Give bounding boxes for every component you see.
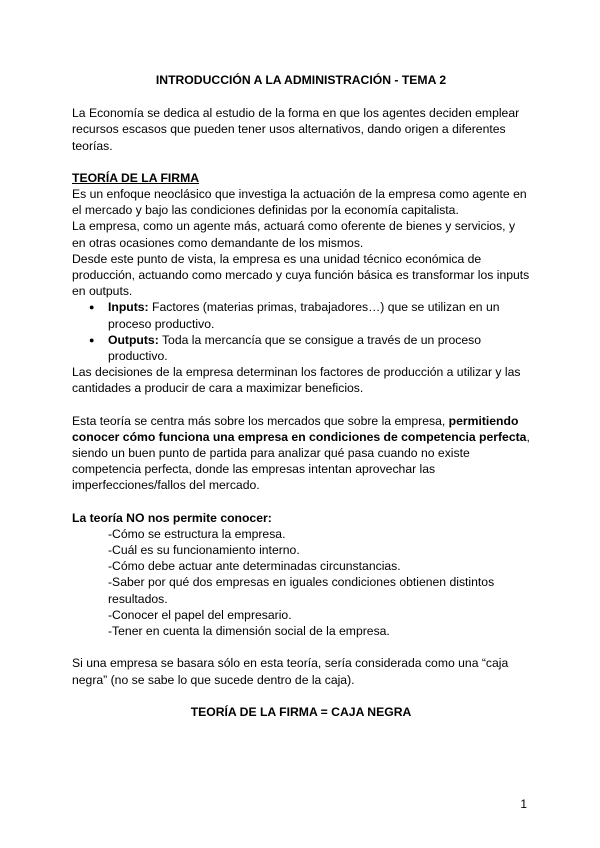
list-item (108, 299, 530, 331)
inputs-outputs-list (72, 299, 530, 364)
list-item: -Cómo se estructura la empresa. (108, 526, 286, 541)
section-heading-no-permite: La teoría NO nos permite conocer: (72, 510, 272, 525)
list-item: -Saber por qué dos empresas en iguales condiciones obtienen distintos resultados. (108, 575, 495, 606)
bullet-text: Factores (materias primas, trabajadores…) que se utilizan en un proceso productivo. (108, 300, 500, 331)
paragraph-caja-negra: Si una empresa se basara sólo en esta teoría, sería considerada como una “caja negra” (no se sabe lo que sucede dentro de la caja). (72, 656, 509, 687)
text-run: , siendo un buen punto de partida para analizar qué pasa cuando no existe competencia perfecta, donde las empresas intentan aprovechar las imperfecciones/fallos del mercado. (72, 429, 530, 493)
bullet-text: Toda la mercancía que se consigue a través de un proceso productivo. (108, 332, 482, 364)
bullet-label: Inputs: (108, 300, 149, 315)
list-item (108, 332, 530, 364)
list-item: -Cómo debe actuar ante determinadas circunstancias. (108, 559, 401, 574)
paragraph-decisiones: Las decisiones de la empresa determinan los factores de producción a utilizar y las cantidades a producir de cara a maximizar beneficios. (72, 365, 521, 396)
document-content (72, 72, 530, 720)
page-number: 1 (520, 797, 527, 811)
list-item: -Tener en cuenta la dimensión social de la empresa. (108, 624, 390, 639)
bold-text-run: permitiendo conocer cómo funciona una empresa en condiciones de competencia perfecta (72, 413, 527, 444)
list-item: -Conocer el papel del empresario. (108, 607, 292, 622)
paragraph-punto-de-vista: Desde este punto de vista, la empresa es una unidad técnico económica de producción, actuando como mercado y cuya función básica es transformar los inputs en outputs. (72, 251, 530, 299)
section-heading-teoria-firma: TEORÍA DE LA FIRMA (72, 170, 200, 185)
paragraph-enfoque: Es un enfoque neoclásico que investiga la actuación de la empresa como agente en el mercado y bajo las condiciones definidas por la economía capitalista. (72, 187, 527, 218)
document-title: INTRODUCCIÓN A LA ADMINISTRACIÓN - TEMA 2 (155, 73, 447, 87)
text-run: Esta teoría se centra más sobre los mercados que sobre la empresa, (72, 413, 449, 428)
limitations-list (72, 526, 530, 639)
conclusion-statement: TEORÍA DE LA FIRMA = CAJA NEGRA (190, 704, 412, 719)
paragraph-agente: La empresa, como un agente más, actuará como oferente de bienes y servicios, y en otras ocasiones como demandante de los mismos. (72, 219, 516, 250)
intro-paragraph: La Economía se dedica al estudio de la forma en que los agentes deciden emplear recursos escasos que pueden tener usos alternativos, dando origen a diferentes teorías. (72, 106, 520, 153)
list-item: -Cuál es su funcionamiento interno. (108, 543, 300, 558)
paragraph-mercados (72, 413, 530, 494)
bullet-label: Outputs: (108, 332, 159, 347)
